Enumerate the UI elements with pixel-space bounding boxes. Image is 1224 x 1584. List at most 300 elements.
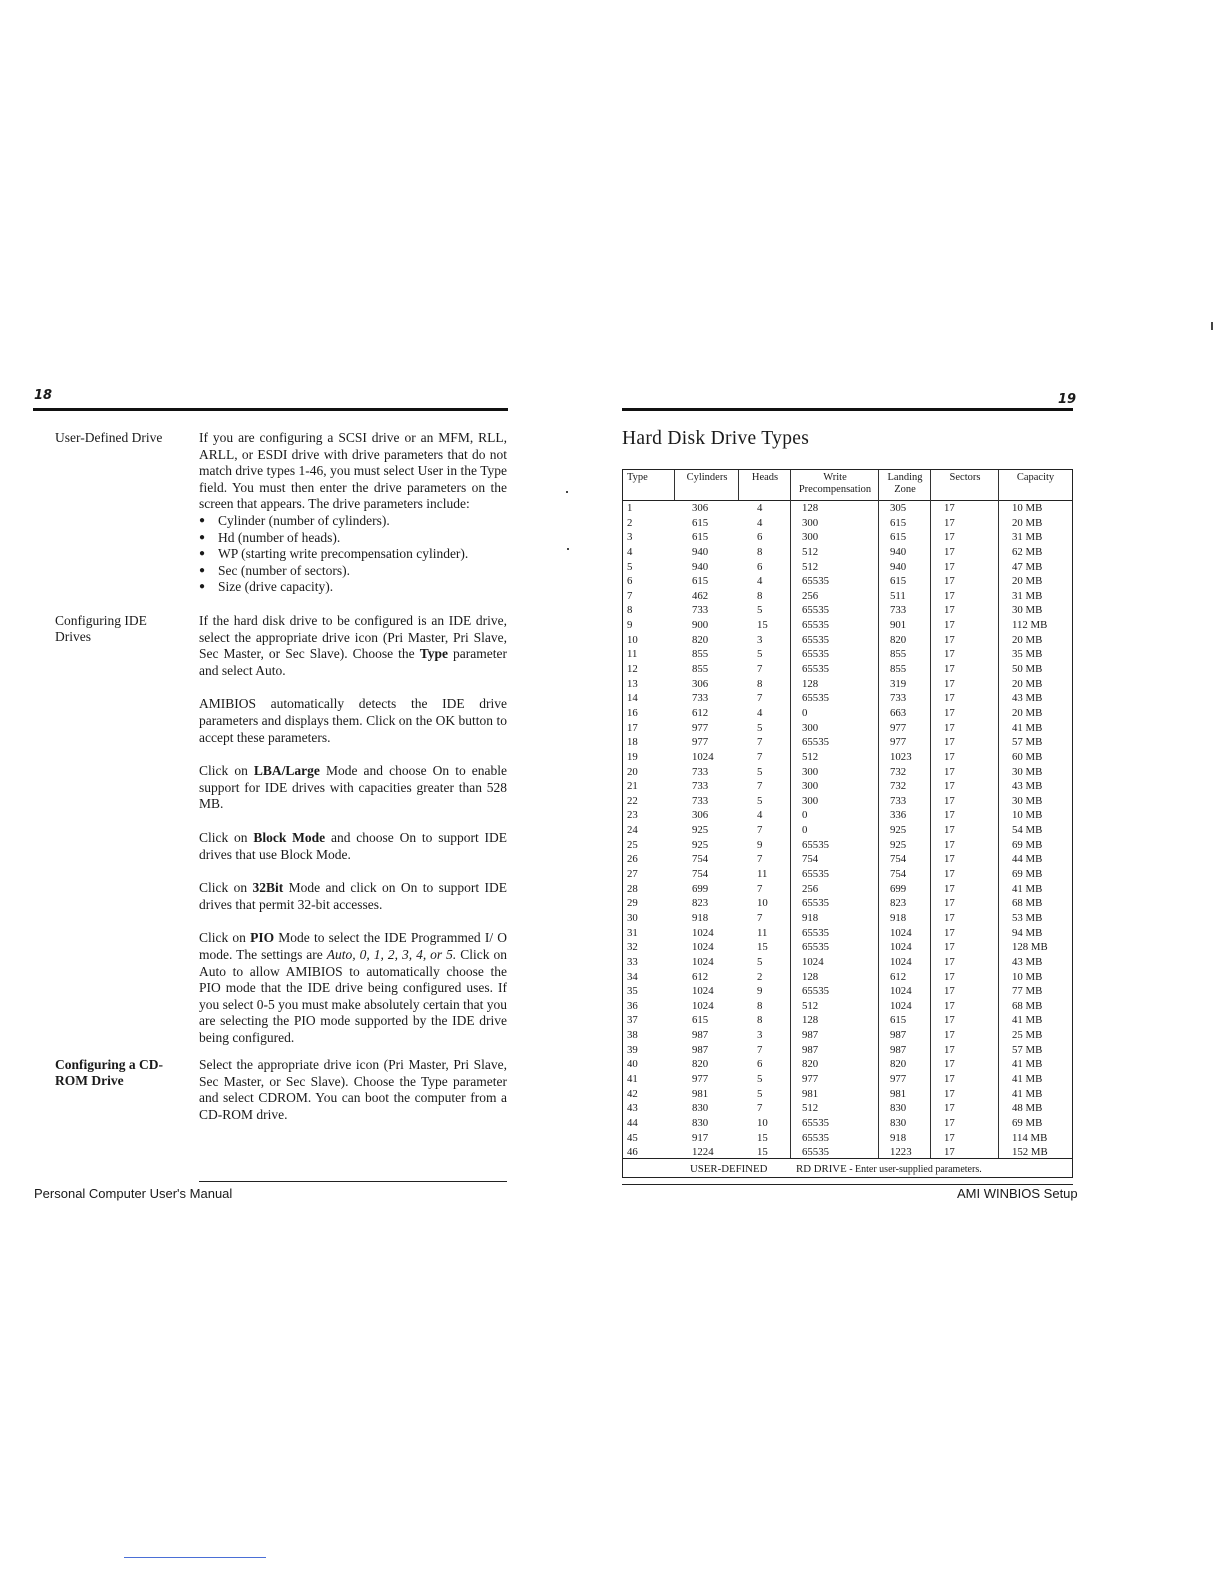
cell-sectors: 17: [944, 648, 955, 661]
cell-write-precomp: 300: [802, 794, 819, 807]
cell-type: 36: [627, 999, 638, 1012]
cell-sectors: 17: [944, 677, 955, 690]
cell-landing-zone: 901: [890, 619, 907, 632]
cell-capacity: 152 MB: [1012, 1146, 1048, 1159]
cell-capacity: 44 MB: [1012, 853, 1043, 866]
cell-capacity: 30 MB: [1012, 794, 1043, 807]
cell-cylinders: 918: [692, 911, 709, 924]
cell-sectors: 17: [944, 1043, 955, 1056]
cell-heads: 8: [757, 999, 763, 1012]
right-page-number: 19: [1058, 392, 1077, 407]
table-row: [623, 852, 1072, 867]
cell-cylinders: 940: [692, 545, 709, 558]
cell-capacity: 57 MB: [1012, 736, 1043, 749]
table-body: [623, 501, 1072, 1160]
cell-write-precomp: 977: [802, 1072, 819, 1085]
cell-capacity: 20 MB: [1012, 575, 1043, 588]
cell-sectors: 17: [944, 604, 955, 617]
cell-landing-zone: 615: [890, 516, 907, 529]
cell-landing-zone: 918: [890, 911, 907, 924]
cell-heads: 7: [757, 1043, 763, 1056]
page-title: Hard Disk Drive Types: [622, 428, 810, 449]
cell-type: 25: [627, 838, 638, 851]
cell-write-precomp: 981: [802, 1087, 819, 1100]
cell-cylinders: 925: [692, 824, 709, 837]
cell-heads: 8: [757, 1014, 763, 1027]
cell-sectors: 17: [944, 589, 955, 602]
section-body-ide: [199, 613, 507, 1046]
cell-landing-zone: 855: [890, 648, 907, 661]
cell-sectors: 17: [944, 1014, 955, 1027]
table-row: [623, 838, 1072, 853]
cell-sectors: 17: [944, 531, 955, 544]
cell-write-precomp: 300: [802, 765, 819, 778]
cell-capacity: 30 MB: [1012, 604, 1043, 617]
cell-landing-zone: 615: [890, 1014, 907, 1027]
cell-landing-zone: 733: [890, 692, 907, 705]
cell-sectors: 17: [944, 999, 955, 1012]
cell-landing-zone: 977: [890, 1072, 907, 1085]
table-row: [623, 911, 1072, 926]
ide-paragraph-1: If the hard disk drive to be configured is an IDE drive, select the appropriate drive icon (Pri Master, Pri Slave, Sec Master, or Sec Slave). Choose the Type parameter and select Auto.: [199, 613, 507, 678]
cell-type: 34: [627, 970, 638, 983]
table-row: [623, 545, 1072, 560]
left-page-number: 18: [34, 388, 53, 403]
cell-cylinders: 754: [692, 853, 709, 866]
cell-write-precomp: 512: [802, 999, 819, 1012]
cell-capacity: 41 MB: [1012, 1072, 1043, 1085]
cell-cylinders: 733: [692, 780, 709, 793]
cell-sectors: 17: [944, 736, 955, 749]
cell-heads: 9: [757, 838, 763, 851]
cell-cylinders: 900: [692, 619, 709, 632]
cell-type: 42: [627, 1087, 638, 1100]
cell-landing-zone: 319: [890, 677, 907, 690]
cell-write-precomp: 128: [802, 970, 819, 983]
right-header-rule: [622, 408, 1073, 411]
cell-cylinders: 1024: [692, 941, 714, 954]
list-item: ● Size (drive capacity).: [199, 579, 507, 596]
cell-write-precomp: 128: [802, 677, 819, 690]
cell-heads: 15: [757, 619, 768, 632]
cell-heads: 3: [757, 633, 763, 646]
cell-heads: 11: [757, 868, 768, 881]
cell-cylinders: 612: [692, 706, 709, 719]
cell-sectors: 17: [944, 765, 955, 778]
column-header-landing-zone: Landing Zone: [887, 472, 923, 495]
ide-paragraph-6: Click on PIO Mode to select the IDE Programmed I/ O mode. The settings are Auto, 0, 1, 2, 3, 4, or 5. Click on Auto to allow AMIBIOS to automatically choose the PIO mode that the IDE drive being configured uses. If you select 0-5 you must make absolutely certain that you are selecting the PIO mode supported by the IDE drive being configured.: [199, 930, 507, 1045]
cell-landing-zone: 1024: [890, 985, 912, 998]
cell-sectors: 17: [944, 824, 955, 837]
cell-heads: 5: [757, 765, 763, 778]
scan-mark: [567, 548, 569, 550]
cell-write-precomp: 0: [802, 809, 808, 822]
cell-sectors: 17: [944, 721, 955, 734]
cell-sectors: 17: [944, 780, 955, 793]
cell-cylinders: 1024: [692, 999, 714, 1012]
cell-landing-zone: 830: [890, 1102, 907, 1115]
cell-sectors: 17: [944, 1131, 955, 1144]
cell-heads: 4: [757, 516, 763, 529]
cell-write-precomp: 65535: [802, 941, 829, 954]
cell-sectors: 17: [944, 897, 955, 910]
table-row: [623, 867, 1072, 882]
cell-capacity: 41 MB: [1012, 1058, 1043, 1071]
cell-heads: 5: [757, 721, 763, 734]
cell-capacity: 77 MB: [1012, 985, 1043, 998]
cell-capacity: 54 MB: [1012, 824, 1043, 837]
cell-cylinders: 823: [692, 897, 709, 910]
table-row: [623, 882, 1072, 897]
drive-types-table: [622, 469, 1073, 1178]
cell-write-precomp: 65535: [802, 648, 829, 661]
cell-write-precomp: 65535: [802, 1146, 829, 1159]
cell-type: 9: [627, 619, 633, 632]
user-defined-description: RD DRIVE - Enter user-supplied parameters.: [796, 1163, 982, 1175]
cell-type: 3: [627, 531, 633, 544]
cell-heads: 8: [757, 589, 763, 602]
cell-write-precomp: 65535: [802, 604, 829, 617]
section-body-user-defined: [199, 430, 507, 596]
column-header-heads: Heads: [751, 472, 779, 483]
table-row: [623, 1072, 1072, 1087]
cell-cylinders: 820: [692, 1058, 709, 1071]
cell-landing-zone: 855: [890, 663, 907, 676]
cell-write-precomp: 65535: [802, 985, 829, 998]
cell-capacity: 41 MB: [1012, 721, 1043, 734]
cell-landing-zone: 615: [890, 531, 907, 544]
cell-capacity: 60 MB: [1012, 750, 1043, 763]
cell-cylinders: 1224: [692, 1146, 714, 1159]
cell-type: 13: [627, 677, 638, 690]
cell-write-precomp: 65535: [802, 897, 829, 910]
left-header-rule: [33, 408, 508, 411]
cell-cylinders: 977: [692, 1072, 709, 1085]
cell-write-precomp: 65535: [802, 736, 829, 749]
table-row: [623, 808, 1072, 823]
cell-heads: 7: [757, 736, 763, 749]
table-row: [623, 1087, 1072, 1102]
right-footer-rule: [622, 1184, 1073, 1185]
cell-write-precomp: 65535: [802, 692, 829, 705]
cell-sectors: 17: [944, 1072, 955, 1085]
cell-capacity: 68 MB: [1012, 999, 1043, 1012]
cell-type: 8: [627, 604, 633, 617]
cell-type: 27: [627, 868, 638, 881]
list-item: ● Cylinder (number of cylinders).: [199, 513, 507, 530]
table-row: [623, 823, 1072, 838]
table-row: [623, 721, 1072, 736]
table-row: [623, 765, 1072, 780]
cell-capacity: 43 MB: [1012, 692, 1043, 705]
cell-sectors: 17: [944, 1029, 955, 1042]
cell-cylinders: 1024: [692, 750, 714, 763]
scan-mark: [566, 491, 568, 493]
cell-landing-zone: 754: [890, 853, 907, 866]
cell-type: 44: [627, 1116, 638, 1129]
cell-write-precomp: 65535: [802, 1131, 829, 1144]
cell-type: 32: [627, 941, 638, 954]
cell-heads: 15: [757, 1146, 768, 1159]
cell-capacity: 47 MB: [1012, 560, 1043, 573]
cell-type: 24: [627, 824, 638, 837]
cell-sectors: 17: [944, 1146, 955, 1159]
cell-landing-zone: 830: [890, 1116, 907, 1129]
cell-heads: 7: [757, 1102, 763, 1115]
cdrom-paragraph: Select the appropriate drive icon (Pri Master, Pri Slave, Sec Master, or Sec Slave). Choose the Type parameter and select CDROM. You can boot the computer from a CD-ROM drive.: [199, 1057, 507, 1122]
cell-type: 31: [627, 926, 638, 939]
cell-heads: 7: [757, 882, 763, 895]
cell-capacity: 20 MB: [1012, 516, 1043, 529]
cell-sectors: 17: [944, 955, 955, 968]
cell-write-precomp: 987: [802, 1029, 819, 1042]
table-row: [623, 662, 1072, 677]
cell-landing-zone: 820: [890, 633, 907, 646]
cell-write-precomp: 65535: [802, 838, 829, 851]
cell-write-precomp: 65535: [802, 633, 829, 646]
column-header-sectors: Sectors: [949, 472, 981, 483]
cell-capacity: 50 MB: [1012, 663, 1043, 676]
table-row: [623, 530, 1072, 545]
table-row: [623, 618, 1072, 633]
cell-capacity: 25 MB: [1012, 1029, 1043, 1042]
cell-landing-zone: 940: [890, 545, 907, 558]
cell-cylinders: 925: [692, 838, 709, 851]
cell-landing-zone: 733: [890, 794, 907, 807]
cell-write-precomp: 1024: [802, 955, 824, 968]
cell-heads: 7: [757, 824, 763, 837]
cell-capacity: 69 MB: [1012, 868, 1043, 881]
cell-cylinders: 615: [692, 516, 709, 529]
cell-sectors: 17: [944, 633, 955, 646]
cell-heads: 6: [757, 1058, 763, 1071]
cell-write-precomp: 300: [802, 721, 819, 734]
cell-capacity: 35 MB: [1012, 648, 1043, 661]
cell-landing-zone: 615: [890, 575, 907, 588]
table-row: [623, 706, 1072, 721]
cell-heads: 7: [757, 780, 763, 793]
cell-heads: 5: [757, 794, 763, 807]
cell-write-precomp: 918: [802, 911, 819, 924]
cell-heads: 3: [757, 1029, 763, 1042]
cell-sectors: 17: [944, 1116, 955, 1129]
cell-capacity: 31 MB: [1012, 531, 1043, 544]
cell-type: 38: [627, 1029, 638, 1042]
cell-landing-zone: 823: [890, 897, 907, 910]
cell-cylinders: 830: [692, 1102, 709, 1115]
cell-type: 28: [627, 882, 638, 895]
table-row: [623, 501, 1072, 516]
cell-landing-zone: 733: [890, 604, 907, 617]
cell-type: 33: [627, 955, 638, 968]
cell-heads: 5: [757, 1072, 763, 1085]
cell-cylinders: 940: [692, 560, 709, 573]
table-row: [623, 603, 1072, 618]
cell-capacity: 10 MB: [1012, 809, 1043, 822]
cell-heads: 10: [757, 897, 768, 910]
cell-type: 17: [627, 721, 638, 734]
cell-write-precomp: 512: [802, 1102, 819, 1115]
cell-capacity: 10 MB: [1012, 502, 1043, 514]
cell-heads: 7: [757, 853, 763, 866]
cell-type: 29: [627, 897, 638, 910]
cell-heads: 8: [757, 545, 763, 558]
cell-sectors: 17: [944, 794, 955, 807]
cell-heads: 6: [757, 560, 763, 573]
table-row: [623, 940, 1072, 955]
table-row: [623, 1043, 1072, 1058]
cell-sectors: 17: [944, 853, 955, 866]
cell-capacity: 48 MB: [1012, 1102, 1043, 1115]
cell-cylinders: 830: [692, 1116, 709, 1129]
cell-landing-zone: 977: [890, 721, 907, 734]
cell-cylinders: 306: [692, 677, 709, 690]
cell-type: 26: [627, 853, 638, 866]
cell-sectors: 17: [944, 502, 955, 514]
cell-landing-zone: 925: [890, 838, 907, 851]
table-row: [623, 955, 1072, 970]
cell-capacity: 41 MB: [1012, 882, 1043, 895]
cell-capacity: 20 MB: [1012, 706, 1043, 719]
cell-heads: 6: [757, 531, 763, 544]
cell-capacity: 57 MB: [1012, 1043, 1043, 1056]
cell-cylinders: 699: [692, 882, 709, 895]
section-label-user-defined: User-Defined Drive: [55, 430, 163, 445]
cell-cylinders: 733: [692, 604, 709, 617]
list-item: ● Sec (number of sectors).: [199, 563, 507, 580]
cell-write-precomp: 512: [802, 750, 819, 763]
cell-landing-zone: 699: [890, 882, 907, 895]
table-footer: [623, 1158, 1072, 1179]
cell-type: 1: [627, 502, 633, 514]
cell-type: 16: [627, 706, 638, 719]
cell-sectors: 17: [944, 985, 955, 998]
cell-type: 40: [627, 1058, 638, 1071]
cell-sectors: 17: [944, 970, 955, 983]
cell-type: 4: [627, 545, 633, 558]
cell-cylinders: 977: [692, 721, 709, 734]
cell-type: 37: [627, 1014, 638, 1027]
cell-heads: 5: [757, 604, 763, 617]
left-footer: Personal Computer User's Manual: [34, 1186, 233, 1201]
cell-capacity: 30 MB: [1012, 765, 1043, 778]
cell-capacity: 43 MB: [1012, 955, 1043, 968]
cell-cylinders: 1024: [692, 985, 714, 998]
cell-sectors: 17: [944, 663, 955, 676]
cell-landing-zone: 925: [890, 824, 907, 837]
cell-heads: 7: [757, 750, 763, 763]
column-header-capacity: Capacity: [1016, 472, 1055, 483]
cell-write-precomp: 128: [802, 1014, 819, 1027]
cell-heads: 5: [757, 955, 763, 968]
table-row: [623, 779, 1072, 794]
cell-write-precomp: 65535: [802, 1116, 829, 1129]
cell-capacity: 94 MB: [1012, 926, 1043, 939]
cell-landing-zone: 940: [890, 560, 907, 573]
cell-type: 21: [627, 780, 638, 793]
column-header-cylinders: Cylinders: [686, 472, 728, 483]
cell-type: 45: [627, 1131, 638, 1144]
cell-heads: 5: [757, 648, 763, 661]
cell-capacity: 69 MB: [1012, 1116, 1043, 1129]
cell-heads: 2: [757, 970, 763, 983]
cell-write-precomp: 512: [802, 545, 819, 558]
cell-sectors: 17: [944, 882, 955, 895]
cell-sectors: 17: [944, 926, 955, 939]
cell-cylinders: 987: [692, 1029, 709, 1042]
cell-sectors: 17: [944, 575, 955, 588]
cell-sectors: 17: [944, 516, 955, 529]
cell-landing-zone: 1024: [890, 941, 912, 954]
table-row: [623, 677, 1072, 692]
cell-type: 41: [627, 1072, 638, 1085]
cell-cylinders: 615: [692, 1014, 709, 1027]
cell-heads: 4: [757, 502, 763, 514]
cell-sectors: 17: [944, 692, 955, 705]
cell-heads: 10: [757, 1116, 768, 1129]
cell-cylinders: 1024: [692, 926, 714, 939]
cell-sectors: 17: [944, 1087, 955, 1100]
cell-sectors: 17: [944, 911, 955, 924]
cell-type: 2: [627, 516, 633, 529]
cell-cylinders: 917: [692, 1131, 709, 1144]
cell-write-precomp: 256: [802, 589, 819, 602]
cell-cylinders: 855: [692, 648, 709, 661]
ide-paragraph-5: Click on 32Bit Mode and click on On to support IDE drives that permit 32-bit accesses.: [199, 880, 508, 912]
cell-heads: 8: [757, 677, 763, 690]
cell-sectors: 17: [944, 1058, 955, 1071]
table-row: [623, 560, 1072, 575]
table-row: [623, 794, 1072, 809]
table-row: [623, 589, 1072, 604]
cell-type: 19: [627, 750, 638, 763]
table-row: [623, 1116, 1072, 1131]
cell-type: 22: [627, 794, 638, 807]
cell-type: 46: [627, 1146, 638, 1159]
list-item: ● Hd (number of heads).: [199, 530, 507, 547]
cell-cylinders: 1024: [692, 955, 714, 968]
table-row: [623, 1131, 1072, 1146]
table-row: [623, 574, 1072, 589]
cell-capacity: 41 MB: [1012, 1087, 1043, 1100]
cell-capacity: 128 MB: [1012, 941, 1048, 954]
cell-write-precomp: 65535: [802, 619, 829, 632]
scan-mark: [1211, 322, 1213, 330]
cell-heads: 4: [757, 575, 763, 588]
right-footer: AMI WINBIOS Setup: [957, 1186, 1078, 1201]
table-row: [623, 735, 1072, 750]
cell-landing-zone: 336: [890, 809, 907, 822]
cell-write-precomp: 65535: [802, 663, 829, 676]
left-footer-rule: [199, 1181, 507, 1182]
cell-cylinders: 733: [692, 765, 709, 778]
cell-type: 18: [627, 736, 638, 749]
cell-write-precomp: 65535: [802, 926, 829, 939]
cell-write-precomp: 300: [802, 780, 819, 793]
cell-capacity: 10 MB: [1012, 970, 1043, 983]
cell-cylinders: 306: [692, 502, 709, 514]
cell-landing-zone: 1023: [890, 750, 912, 763]
cell-heads: 7: [757, 663, 763, 676]
cell-write-precomp: 300: [802, 531, 819, 544]
cell-capacity: 31 MB: [1012, 589, 1043, 602]
cell-heads: 15: [757, 1131, 768, 1144]
decorative-rule: [124, 1557, 266, 1558]
cell-type: 30: [627, 911, 638, 924]
user-defined-intro: If you are configuring a SCSI drive or an MFM, RLL, ARLL, or ESDI drive with drive parameters that do not match drive types 1-46, you must select User in the Type field. You must then enter the drive parameters on the screen that appears. The drive parameters include:: [199, 430, 507, 512]
cell-cylinders: 987: [692, 1043, 709, 1056]
cell-heads: 9: [757, 985, 763, 998]
